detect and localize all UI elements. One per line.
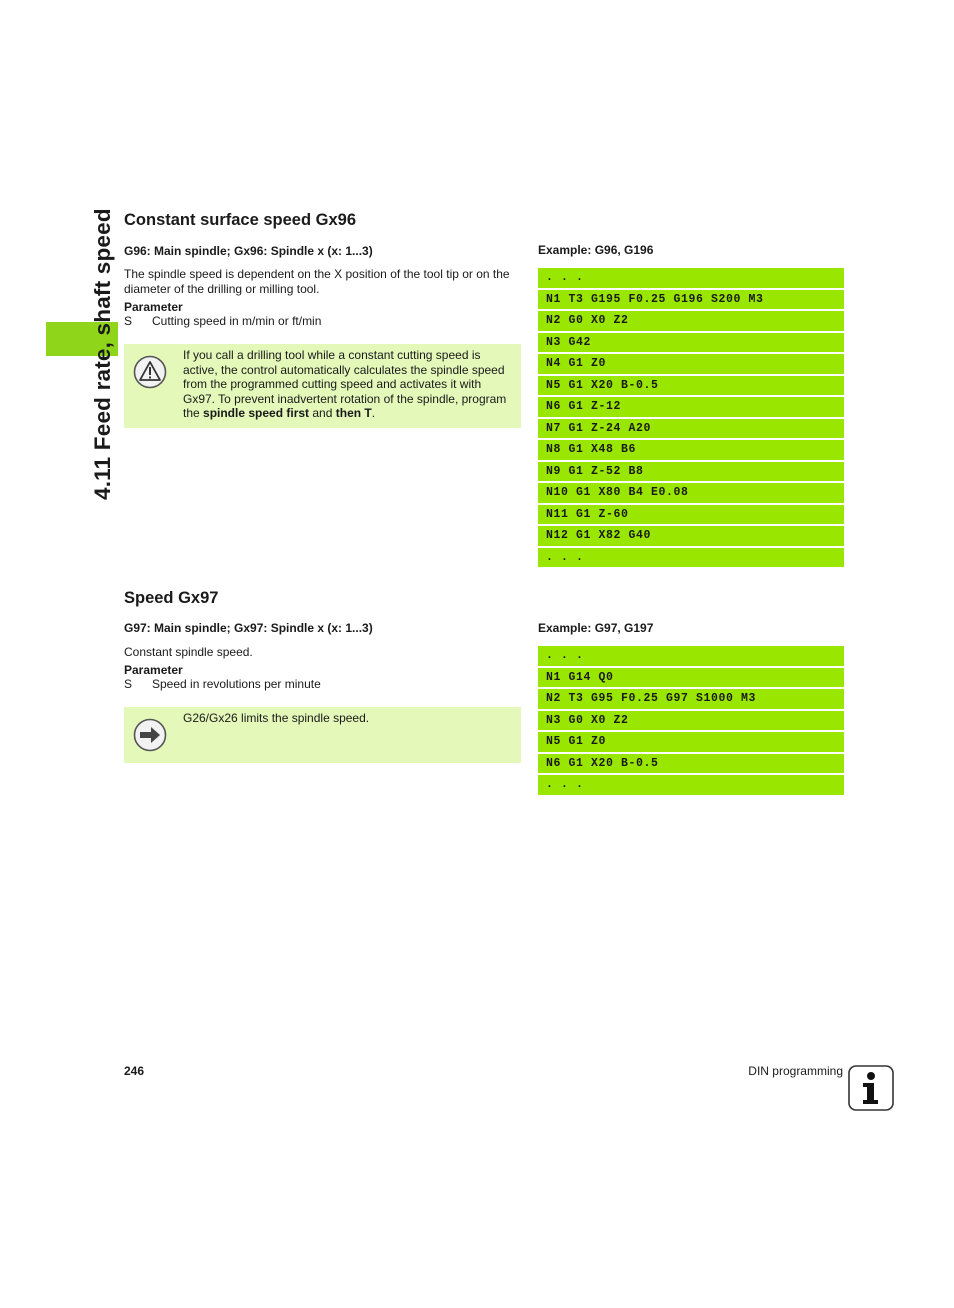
code-line: N8 G1 X48 B6 <box>538 440 844 460</box>
parameter-heading: Parameter <box>124 300 183 314</box>
code-line: . . . <box>538 646 844 666</box>
arrow-right-icon <box>133 718 167 752</box>
info-note <box>124 707 521 763</box>
chapter-name: DIN programming <box>748 1064 843 1078</box>
example-title-gx97: Example: G97, G197 <box>538 621 654 635</box>
parameter-row <box>124 314 321 328</box>
section-title-gx96: Constant surface speed Gx96 <box>124 211 356 229</box>
code-line: . . . <box>538 775 844 795</box>
parameter-description: Cutting speed in m/min or ft/min <box>152 314 322 328</box>
parameter-description: Speed in revolutions per minute <box>152 677 321 691</box>
code-line: N2 T3 G95 F0.25 G97 S1000 M3 <box>538 689 844 709</box>
section-title-gx97: Speed Gx97 <box>124 589 219 607</box>
code-line: N3 G42 <box>538 333 844 353</box>
example-code-gx97 <box>538 646 844 797</box>
parameter-heading: Parameter <box>124 663 183 677</box>
code-line: N1 T3 G195 F0.25 G196 S200 M3 <box>538 290 844 310</box>
section-subtitle-gx97: G97: Main spindle; Gx97: Spindle x (x: 1...3) <box>124 621 373 635</box>
code-line: N10 G1 X80 B4 E0.08 <box>538 483 844 503</box>
code-line: N5 G1 X20 B-0.5 <box>538 376 844 396</box>
code-line: . . . <box>538 268 844 288</box>
code-line: N4 G1 Z0 <box>538 354 844 374</box>
parameter-symbol: S <box>124 677 133 691</box>
chapter-side-title: 4.11 Feed rate, shaft speed <box>90 208 115 500</box>
warning-note-text: If you call a drilling tool while a constant cutting speed is active, the control automatically calculates the spindle speed from the programmed cutting speed and activates it with Gx97. To prevent inadvertent rotation of the spindle, program the spindle speed first and then T. <box>183 348 507 420</box>
warning-note <box>124 344 521 428</box>
warning-icon <box>133 355 167 389</box>
code-line: N2 G0 X0 Z2 <box>538 311 844 331</box>
code-line: N7 G1 Z-24 A20 <box>538 419 844 439</box>
code-line: N5 G1 Z0 <box>538 732 844 752</box>
code-line: N9 G1 Z-52 B8 <box>538 462 844 482</box>
info-icon <box>848 1065 894 1111</box>
section-subtitle-gx96: G96: Main spindle; Gx96: Spindle x (x: 1...3) <box>124 244 373 258</box>
example-title-gx96: Example: G96, G196 <box>538 243 654 257</box>
parameter-symbol: S <box>124 314 133 328</box>
section-description-gx97: Constant spindle speed. <box>124 645 253 659</box>
code-line: N12 G1 X82 G40 <box>538 526 844 546</box>
info-note-text: G26/Gx26 limits the spindle speed. <box>183 711 370 725</box>
example-code-gx96 <box>538 268 844 569</box>
code-line: . . . <box>538 548 844 568</box>
code-line: N6 G1 X20 B-0.5 <box>538 754 844 774</box>
page-number: 246 <box>124 1064 145 1078</box>
code-line: N1 G14 Q0 <box>538 668 844 688</box>
code-line: N3 G0 X0 Z2 <box>538 711 844 731</box>
section-description-gx96: The spindle speed is dependent on the X position of the tool tip or on the diameter of the drilling or milling tool. <box>124 267 510 296</box>
code-line: N6 G1 Z-12 <box>538 397 844 417</box>
parameter-row <box>124 677 321 691</box>
code-line: N11 G1 Z-60 <box>538 505 844 525</box>
